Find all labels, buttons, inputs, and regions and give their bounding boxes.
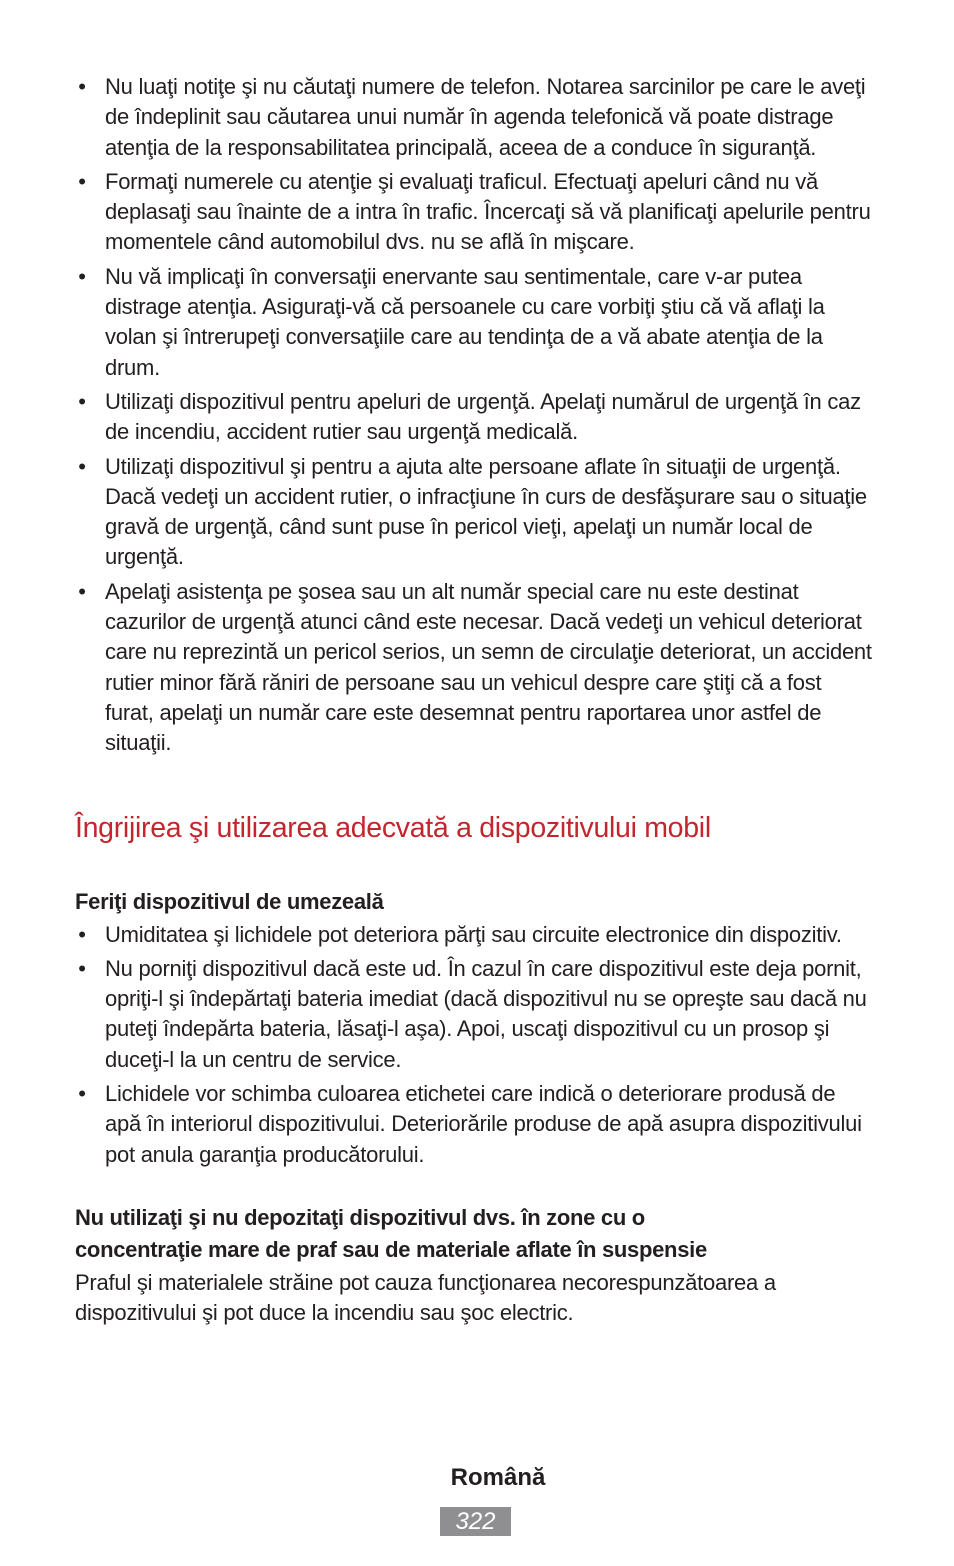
list-item-text: Utilizaţi dispozitivul şi pentru a ajuta alte persoane aflate în situaţii de urgenţă. Dacă vedeţi un accident rutier, o infracţiune în curs de desfăşurare sau o situaţie gravă de urgenţă, când sunt puse în pericol vieţi, apelaţi un număr local de urgenţă. (105, 453, 867, 570)
driving-safety-list (75, 72, 875, 759)
list-item (75, 387, 875, 448)
bullet-icon: • (78, 388, 86, 414)
list-item (75, 262, 875, 383)
dust-heading (75, 1202, 875, 1266)
moisture-heading: Feriţi dispozitivul de umezeală (75, 888, 384, 914)
list-item (75, 920, 875, 950)
list-item (75, 954, 875, 1075)
list-item-text: Utilizaţi dispozitivul pentru apeluri de urgenţă. Apelaţi numărul de urgenţă în caz de incendiu, accident rutier sau urgenţă medicală. (105, 388, 861, 445)
moisture-list (75, 920, 875, 1170)
bullet-icon: • (78, 955, 86, 981)
bullet-icon: • (78, 578, 86, 604)
list-item-text: Formaţi numerele cu atenţie şi evaluaţi traficul. Efectuaţi apeluri când nu vă deplasaţi sau înainte de a intra în trafic. Încercaţi să vă planificaţi apelurile pentru momentele când automobilul dvs. nu se află în mişcare. (105, 168, 871, 255)
section-title: Îngrijirea şi utilizarea adecvată a dispozitivului mobil (75, 811, 711, 844)
dust-heading-line1: Nu utilizaţi şi nu depozitaţi dispozitivul dvs. în zone cu o (75, 1204, 645, 1230)
list-item-text: Nu vă implicaţi în conversaţii enervante sau sentimentale, care v-ar putea distrage atenţia. Asiguraţi-vă că persoanele cu care vorbiţi ştiu că vă aflaţi la volan şi întrerupeţi conversaţiile care au tendinţa de a vă abate atenţia de la drum. (105, 263, 825, 380)
list-item (75, 577, 875, 759)
list-item (75, 167, 875, 258)
page-number: 322 (440, 1507, 511, 1536)
bullet-icon: • (78, 1081, 86, 1107)
dust-heading-line2: concentraţie mare de praf sau de materiale aflate în suspensie (75, 1236, 707, 1262)
bullet-icon: • (78, 263, 86, 289)
list-item-text: Nu luaţi notiţe şi nu căutaţi numere de telefon. Notarea sarcinilor pe care le aveţi de îndeplinit sau căutarea unui număr în agenda telefonică vă poate distrage atenţia de la responsabilitatea principală, aceea de a conduce în siguranţă. (105, 74, 866, 160)
list-item-text: Lichidele vor schimba culoarea etichetei care indică o deteriorare produsă de apă în interiorul dispozitivului. Deteriorările produse de apă asupra dispozitivului pot anula garanţia producătorului. (105, 1081, 862, 1167)
list-item (75, 72, 875, 163)
list-item-text: Apelaţi asistenţa pe şosea sau un alt număr special care nu este destinat cazurilor de urgenţă atunci când este necesar. Dacă vedeţi un vehicul deteriorat care nu reprezintă un pericol serios, un semn de circulaţie deteriorat, un accident rutier minor fără răniri de persoane sau un vehicul despre care ştiţi că a fost furat, apelaţi un număr care este desemnat pentru raportarea unor astfel de situaţii. (105, 578, 872, 756)
list-item (75, 1079, 875, 1170)
document-page (75, 72, 875, 1329)
bullet-icon: • (78, 168, 86, 194)
list-item (75, 452, 875, 573)
bullet-icon: • (78, 921, 86, 947)
bullet-icon: • (78, 74, 86, 99)
footer-language: Română (450, 1464, 546, 1491)
bullet-icon: • (78, 453, 86, 479)
list-item-text: Umiditatea şi lichidele pot deteriora părţi sau circuite electronice din dispozitiv. (105, 921, 842, 947)
list-item-text: Nu porniţi dispozitivul dacă este ud. În cazul în care dispozitivul este deja pornit, opriţi-l şi îndepărtaţi bateria imediat (dacă dispozitivul nu se opreşte sau dacă nu puteţi îndepărta bateria, lăsaţi-l aşa). Apoi, uscaţi dispozitivul cu un prosop şi duceţi-l la un centru de service. (105, 955, 867, 1072)
dust-paragraph: Praful şi materialele străine pot cauza funcţionarea necorespunzătoarea a dispozitivului şi pot duce la incendiu sau şoc electric. (75, 1269, 776, 1326)
